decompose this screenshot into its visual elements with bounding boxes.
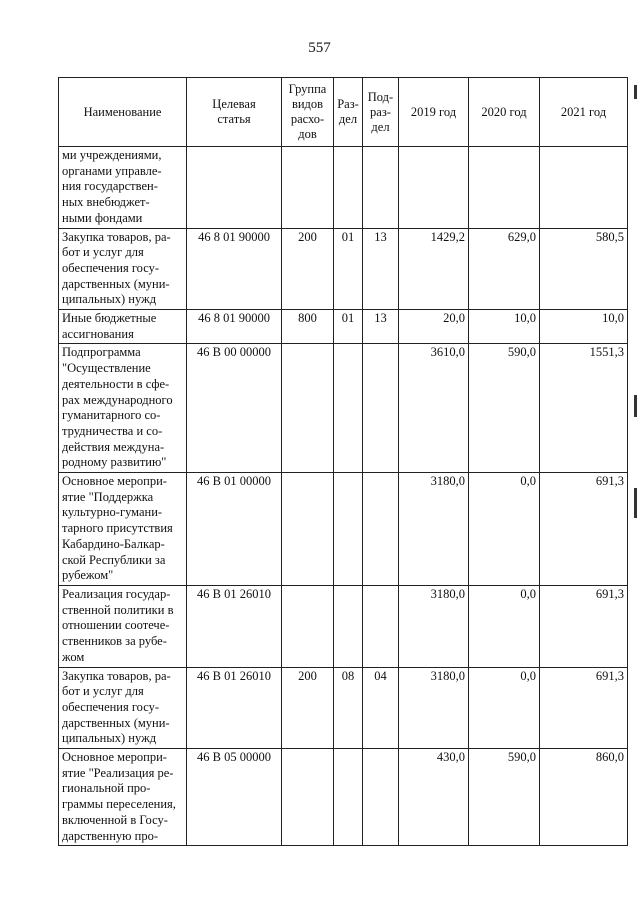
table-row	[59, 228, 628, 310]
row-target-article: 46 В 01 00000	[187, 473, 282, 586]
page-number: 557	[308, 40, 331, 56]
row-2019: 20,0	[399, 310, 469, 344]
row-target-article	[187, 147, 282, 229]
row-2020: 590,0	[469, 344, 540, 473]
row-target-article: 46 В 05 00000	[187, 749, 282, 846]
row-expense-group	[282, 473, 334, 586]
row-2020: 629,0	[469, 228, 540, 310]
row-section: 01	[334, 228, 363, 310]
row-subsection	[363, 585, 399, 667]
row-subsection	[363, 473, 399, 586]
row-name: Подпрограмма "Осуществление деятельности в сфе- рах международного гуманитарного со- трудничества и со- действия междуна- родному развитию"	[59, 344, 187, 473]
row-expense-group	[282, 749, 334, 846]
row-2021: 1551,3	[540, 344, 628, 473]
row-name: Закупка товаров, ра- бот и услуг для обеспечения госу- дарственных (муни- ципальных) нужд	[59, 228, 187, 310]
scan-edge-mark	[634, 395, 637, 417]
row-subsection: 13	[363, 310, 399, 344]
row-subsection	[363, 749, 399, 846]
row-section	[334, 344, 363, 473]
table-row	[59, 344, 628, 473]
table-row	[59, 667, 628, 749]
row-expense-group: 200	[282, 667, 334, 749]
header-expense-group: Группа видов расхо- дов	[282, 78, 334, 147]
row-2021	[540, 147, 628, 229]
row-2021: 10,0	[540, 310, 628, 344]
row-2021: 580,5	[540, 228, 628, 310]
row-section	[334, 473, 363, 586]
row-section	[334, 749, 363, 846]
row-2019: 3180,0	[399, 667, 469, 749]
row-2020	[469, 147, 540, 229]
row-expense-group	[282, 585, 334, 667]
row-subsection: 13	[363, 228, 399, 310]
row-expense-group	[282, 344, 334, 473]
table-row	[59, 749, 628, 846]
row-target-article: 46 В 00 00000	[187, 344, 282, 473]
row-2020: 0,0	[469, 473, 540, 586]
row-2021: 691,3	[540, 585, 628, 667]
row-subsection	[363, 147, 399, 229]
row-expense-group: 800	[282, 310, 334, 344]
table-row	[59, 310, 628, 344]
row-name: Реализация государ- ственной политики в отношении соотече- ственников за рубе- жом	[59, 585, 187, 667]
row-2020: 10,0	[469, 310, 540, 344]
row-name: ми учреждениями, органами управле- ния государствен- ных внебюджет- ными фондами	[59, 147, 187, 229]
scan-edge-mark	[634, 85, 637, 99]
row-2020: 0,0	[469, 585, 540, 667]
row-name: Основное меропри- ятие "Поддержка культурно-гумани- тарного присутствия Кабардино-Балкар- ской Республики за рубежом"	[59, 473, 187, 586]
row-target-article: 46 8 01 90000	[187, 228, 282, 310]
header-2021: 2021 год	[540, 78, 628, 147]
row-section: 08	[334, 667, 363, 749]
header-subsection: Под- раз- дел	[363, 78, 399, 147]
header-row	[59, 78, 628, 147]
row-section: 01	[334, 310, 363, 344]
row-2021: 691,3	[540, 473, 628, 586]
row-2021: 691,3	[540, 667, 628, 749]
table-row	[59, 473, 628, 586]
row-2019: 3610,0	[399, 344, 469, 473]
table-row	[59, 147, 628, 229]
row-subsection	[363, 344, 399, 473]
row-2020: 0,0	[469, 667, 540, 749]
row-2019: 430,0	[399, 749, 469, 846]
header-2020: 2020 год	[469, 78, 540, 147]
row-name: Закупка товаров, ра- бот и услуг для обеспечения госу- дарственных (муни- ципальных) нужд	[59, 667, 187, 749]
header-target-article: Целевая статья	[187, 78, 282, 147]
row-subsection: 04	[363, 667, 399, 749]
header-section: Раз- дел	[334, 78, 363, 147]
row-target-article: 46 8 01 90000	[187, 310, 282, 344]
row-2019: 3180,0	[399, 473, 469, 586]
row-name: Иные бюджетные ассигнования	[59, 310, 187, 344]
row-2019: 3180,0	[399, 585, 469, 667]
row-2021: 860,0	[540, 749, 628, 846]
header-name: Наименование	[59, 78, 187, 147]
scan-edge-mark	[634, 488, 637, 518]
row-2019	[399, 147, 469, 229]
row-target-article: 46 В 01 26010	[187, 667, 282, 749]
row-expense-group	[282, 147, 334, 229]
row-2020: 590,0	[469, 749, 540, 846]
row-section	[334, 147, 363, 229]
header-2019: 2019 год	[399, 78, 469, 147]
row-expense-group: 200	[282, 228, 334, 310]
row-name: Основное меропри- ятие "Реализация ре- гиональной про- граммы переселения, включенной в Госу- дарственную про-	[59, 749, 187, 846]
table-row	[59, 585, 628, 667]
budget-table	[58, 77, 628, 846]
row-2019: 1429,2	[399, 228, 469, 310]
row-target-article: 46 В 01 26010	[187, 585, 282, 667]
row-section	[334, 585, 363, 667]
